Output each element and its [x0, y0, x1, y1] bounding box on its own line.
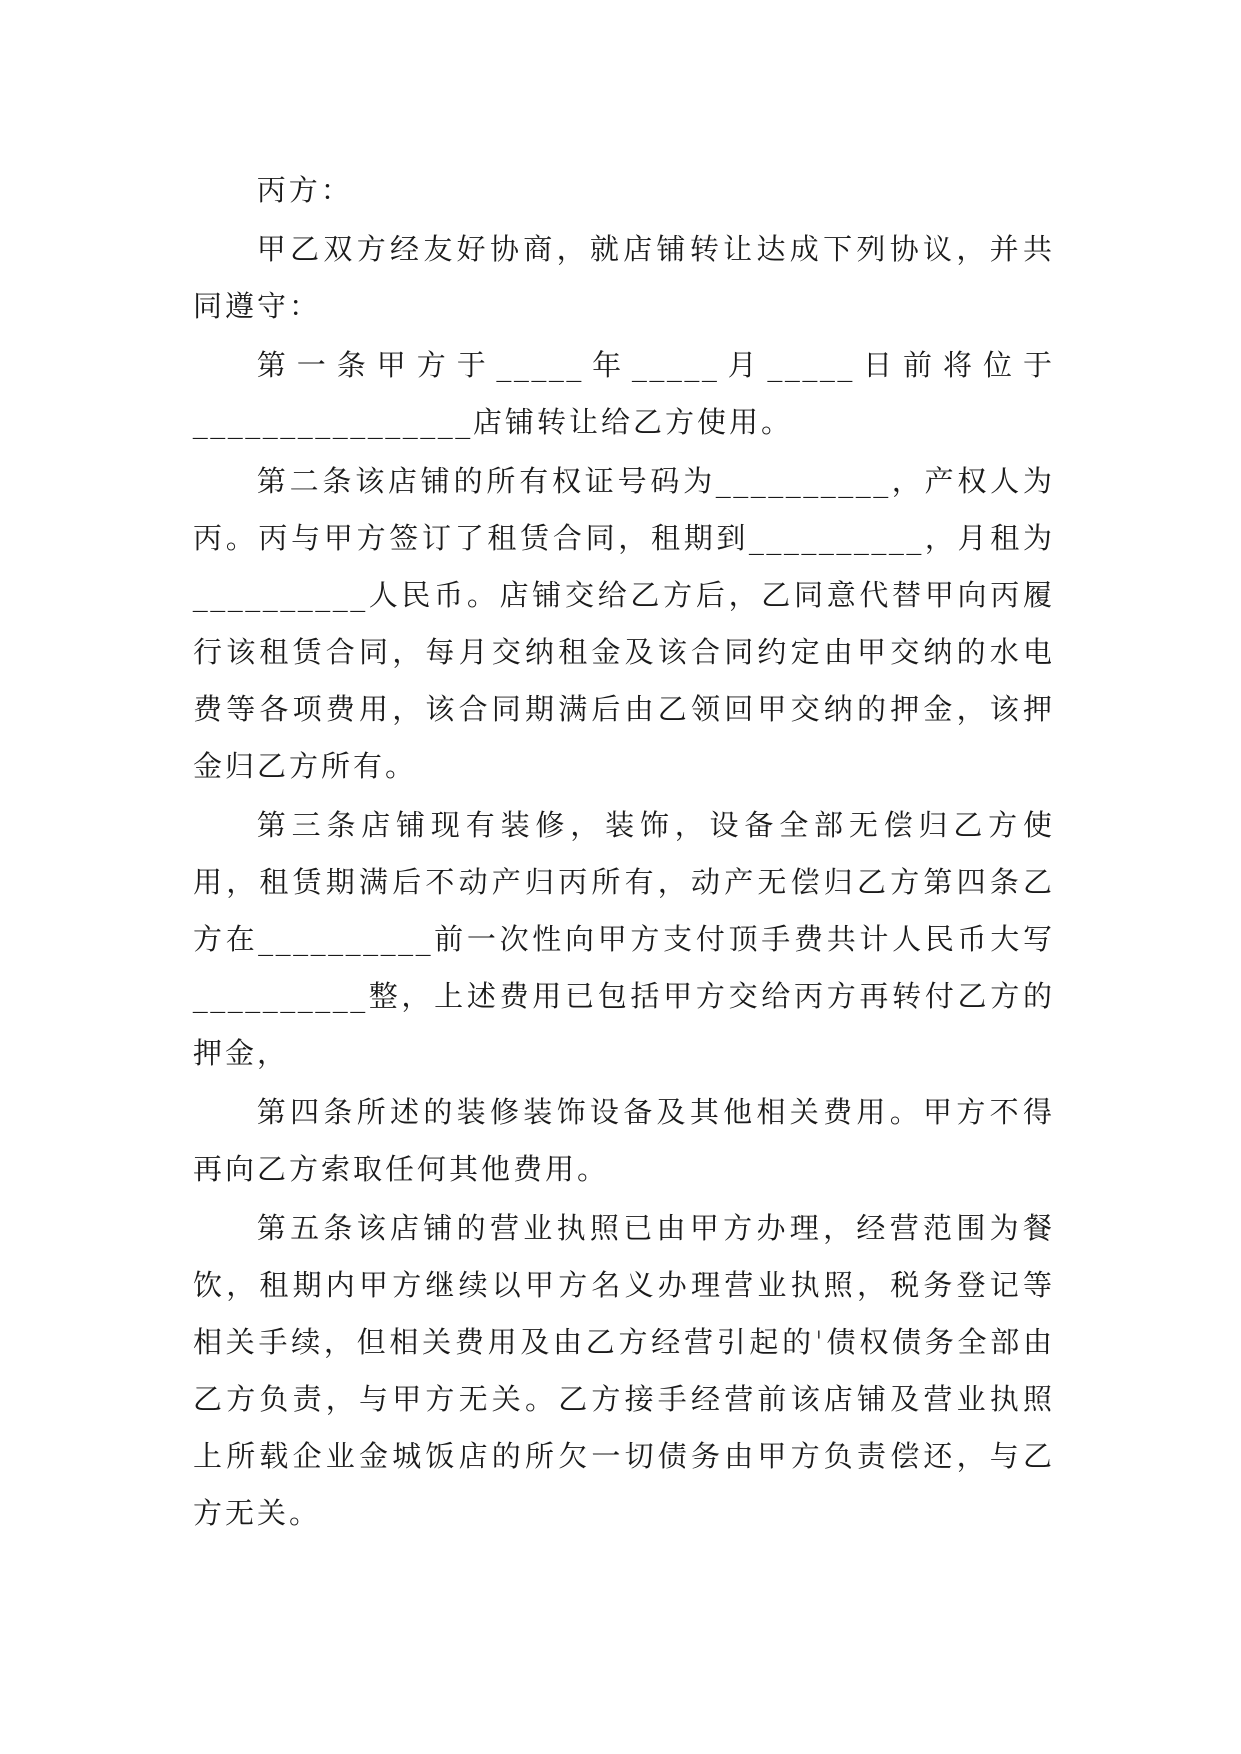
paragraph-preamble: 甲乙双方经友好协商，就店铺转让达成下列协议，并共同遵守：: [193, 232, 1055, 323]
paragraph-article-5: 第五条该店铺的营业执照已由甲方办理，经营范围为餐饮，租期内甲方继续以甲方名义办理营业执照，税务登记等相关手续，但相关费用及由乙方经营引起的'债权债务全部由乙方负责，与甲方无关。乙方接手经营前该店铺及营业执照上所载企业金城饭店的所欠一切债务由甲方负责偿还，与乙方无关。: [193, 1211, 1055, 1530]
paragraph-article-2: 第二条该店铺的所有权证号码为__________，产权人为丙。丙与甲方签订了租赁合同，租期到__________，月租为__________人民币。店铺交给乙方后，乙同意代替甲向丙履行该租赁合同，每月交纳租金及该合同约定由甲交纳的水电费等各项费用，该合同期满后由乙领回甲交纳的押金，该押金归乙方所有。: [193, 464, 1055, 783]
paragraph-article-1: 第一条甲方于_____年_____月_____日前将位于________________店铺转让给乙方使用。: [193, 348, 1055, 439]
paragraph-article-4: 第四条所述的装修装饰设备及其他相关费用。甲方不得再向乙方索取任何其他费用。: [193, 1095, 1055, 1186]
document-body: [193, 162, 1055, 1542]
paragraph-party-c: 丙方：: [256, 173, 353, 207]
paragraph-article-3: 第三条店铺现有装修，装饰，设备全部无偿归乙方使用，租赁期满后不动产归丙所有，动产无偿归乙方第四条乙方在__________前一次性向甲方支付顶手费共计人民币大写__________整，上述费用已包括甲方交给丙方再转付乙方的押金，: [193, 808, 1055, 1070]
